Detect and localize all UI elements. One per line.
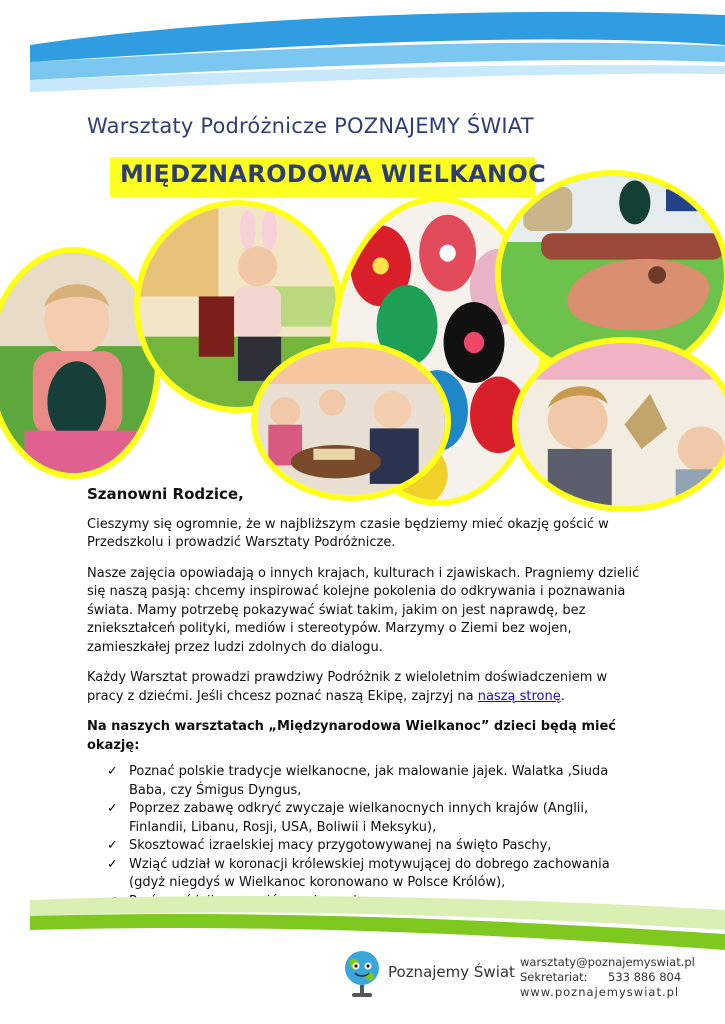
letter-body (87, 485, 647, 911)
paragraph-invitation: Cieszymy się ogromnie, że w najbliższym czasie będziemy mieć okazję gościć w Przedszkolu i prowadzić Warsztaty Podróżnicze. (87, 516, 609, 550)
checkmark-icon: ✓ (107, 764, 118, 779)
contact-email[interactable]: warsztaty@poznajemyswiat.pl (520, 955, 695, 969)
activity-list (87, 763, 647, 911)
team-text: Każdy Warsztat prowadzi prawdziwy Podróżnik z wieloletnim doświadczeniem w pracy z dziećmi. Jeśli chcesz poznać naszą Ekipę, zajrzyj na (87, 670, 608, 704)
list-item (107, 800, 647, 837)
list-item-text: Poprzez zabawę odkryć zwyczaje wielkanocnych innych krajów (Anglii, Finlandii, Libanu, Rosji, USA, Boliwii i Meksyku), (129, 801, 589, 835)
brand-name: Poznajemy Świat (388, 963, 515, 981)
page-headline: MIĘDZNARODOWA WIELKANOC (120, 160, 546, 188)
photo-children-matzah (251, 341, 451, 501)
list-item (107, 837, 647, 856)
list-item-text: Skosztować izraelskiej macy przygotowywanej na święto Paschy, (129, 838, 552, 853)
top-blue-wave (0, 0, 725, 110)
paragraph-team (87, 669, 647, 706)
team-text-end: . (560, 688, 565, 704)
greeting: Szanowni Rodzice, (87, 485, 244, 503)
list-item-text: Poznać polskie tradycje wielkanocne, jak malowanie jajek. Walatka ,Siuda Baba, czy Śmigus Dyngus, (129, 764, 609, 798)
checkmark-icon: ✓ (107, 801, 118, 816)
list-item (107, 856, 647, 893)
paragraph-mission: Nasze zajęcia opowiadają o innych krajach, kulturach i zjawiskach. Pragniemy dzielić się naszą pasją: chcemy inspirować kolejne pokolenia do odkrywania i poznawania świata. Mamy potrzebę pokazywać świat takim, jakim on jest naprawdę, bez zniekształceń polityki, mediów i stereotypów. Marzymy o Ziemi bez wojen, zamieszkałej przez ludzi zdolnych do dialogu. (87, 565, 640, 655)
checkmark-icon: ✓ (107, 838, 118, 853)
globe-mascot-logo (338, 948, 386, 1000)
phone-number: 533 886 804 (608, 970, 682, 984)
phone-label: Sekretariat: (520, 970, 588, 984)
contact-website[interactable]: www.poznajemyswiat.pl (520, 985, 680, 999)
contact-info (520, 955, 695, 1000)
team-page-link[interactable]: naszą stronę (477, 688, 561, 704)
list-item-text: Wziąć udział w koronacji królewskiej motywującej do dobrego zachowania (gdyż niegdyś w Wielkanoc koronowano w Polsce Królów), (129, 856, 610, 890)
bottom-green-wave (0, 890, 725, 950)
page-header-title: Warsztaty Podróżnicze POZNAJEMY ŚWIAT (87, 114, 534, 138)
workshop-intro: Na naszych warsztatach „Międzynarodowa Wielkanoc” dzieci będą mieć okazję: (87, 719, 616, 753)
contact-phone-row (520, 970, 695, 985)
checkmark-icon: ✓ (107, 856, 118, 872)
list-item (107, 763, 647, 800)
